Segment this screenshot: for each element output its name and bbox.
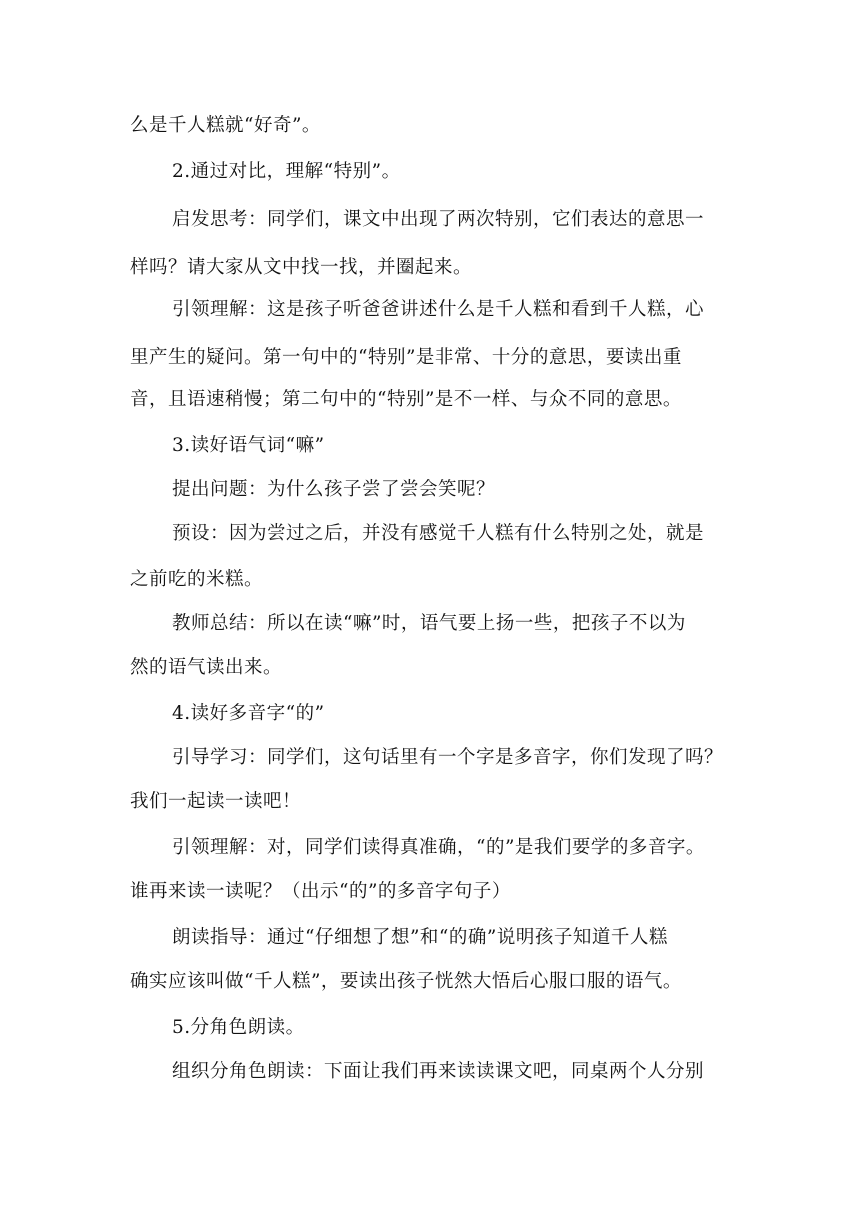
section-heading: 2.通过对比，理解“特别”。 (172, 161, 401, 182)
text-line: 么是千人糕就“好奇”。 (130, 115, 321, 136)
text-line: 组织分角色朗读：下面让我们再来读读课文吧，同桌两个人分别 (172, 1061, 705, 1082)
text-line: 之前吃的米糕。 (130, 569, 264, 590)
text-line: 里产生的疑问。第一句中的“特别”是非常、十分的意思，要读出重 (130, 347, 682, 368)
text-line: 提出问题：为什么孩子尝了尝会笑呢？ (172, 479, 496, 500)
text-line: 音，且语速稍慢；第二句中的“特别”是不一样、与众不同的意思。 (130, 389, 682, 410)
section-heading: 3.读好语气词“嘛” (172, 435, 325, 456)
text-line: 然的语气读出来。 (130, 657, 283, 678)
section-heading: 4.读好多音字“的” (172, 703, 325, 724)
text-line: 引领理解：对，同学们读得真准确，“的”是我们要学的多音字。 (172, 837, 705, 858)
text-line: 引领理解：这是孩子听爸爸讲述什么是千人糕和看到千人糕，心 (172, 299, 705, 320)
text-line: 教师总结：所以在读“嘛”时，语气要上扬一些，把孩子不以为 (172, 613, 686, 634)
text-line: 引导学习：同学们，这句话里有一个字是多音字，你们发现了吗？ (172, 747, 724, 768)
section-heading: 5.分角色朗读。 (172, 1017, 305, 1038)
text-line: 朗读指导：通过“仔细想了想”和“的确”说明孩子知道千人糕 (172, 927, 668, 948)
text-line: 预设：因为尝过之后，并没有感觉千人糕有什么特别之处，就是 (172, 523, 705, 544)
text-line: 谁再来读一读呢？（出示“的”的多音字句子） (130, 881, 511, 902)
text-line: 确实应该叫做“千人糕”，要读出孩子恍然大悟后心服口服的语气。 (130, 971, 682, 992)
text-line: 我们一起读一读吧！ (130, 791, 302, 812)
text-line: 样吗？请大家从文中找一找，并圈起来。 (130, 257, 473, 278)
text-line: 启发思考：同学们，课文中出现了两次特别，它们表达的意思一 (172, 209, 705, 230)
